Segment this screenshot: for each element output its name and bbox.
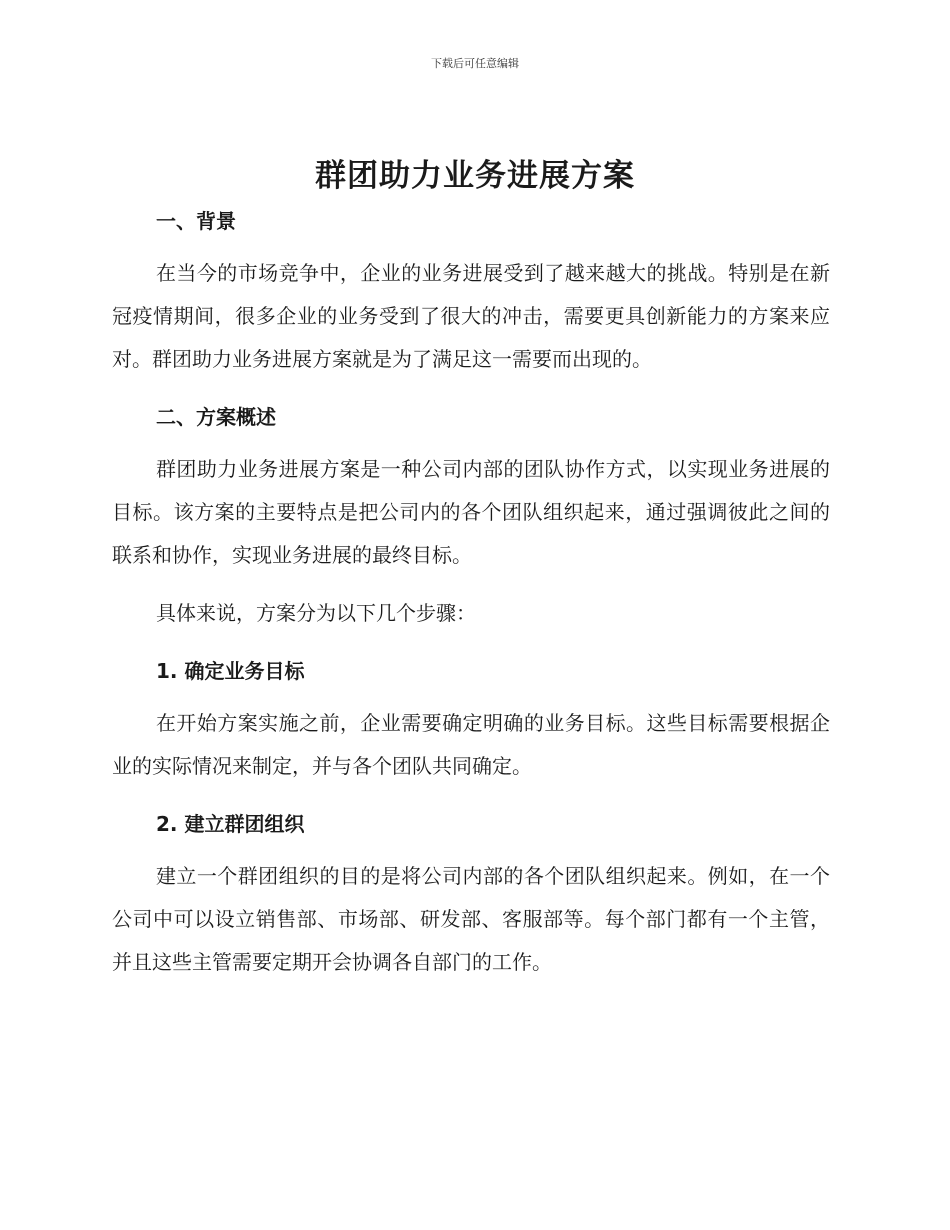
paragraph-background: 在当今的市场竞争中，企业的业务进展受到了越来越大的挑战。特别是在新冠疫情期间，很多企业的业务受到了很大的冲击，需要更具创新能力的方案来应对。群团助力业务进展方案就是为了满足这一需要而出现的。 bbox=[112, 261, 830, 371]
paragraph-step-1: 在开始方案实施之前，企业需要确定明确的业务目标。这些目标需要根据企业的实际情况来制定，并与各个团队共同确定。 bbox=[112, 711, 830, 778]
header-note: 下载后可任意编辑 bbox=[431, 57, 519, 70]
step-heading-2: 2. 建立群团组织 bbox=[156, 812, 305, 836]
paragraph-step-2: 建立一个群团组织的目的是将公司内部的各个团队组织起来。例如，在一个公司中可以设立销售部、市场部、研发部、客服部等。每个部门都有一个主管，并且这些主管需要定期开会协调各自部门的工作。 bbox=[112, 864, 830, 974]
step-heading-1: 1. 确定业务目标 bbox=[156, 659, 305, 683]
section-heading-overview: 二、方案概述 bbox=[156, 405, 276, 429]
document-body bbox=[112, 205, 830, 984]
paragraph-overview: 群团助力业务进展方案是一种公司内部的团队协作方式，以实现业务进展的目标。该方案的主要特点是把公司内的各个团队组织起来，通过强调彼此之间的联系和协作，实现业务进展的最终目标。 bbox=[112, 457, 830, 567]
section-heading-background: 一、背景 bbox=[156, 209, 236, 233]
document-title: 群团助力业务进展方案 bbox=[315, 158, 635, 194]
paragraph-steps-intro: 具体来说，方案分为以下几个步骤： bbox=[156, 601, 476, 625]
